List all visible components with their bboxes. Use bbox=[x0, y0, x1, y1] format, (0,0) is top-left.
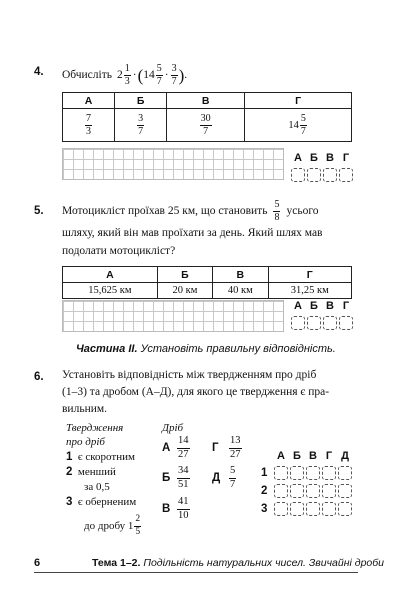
task5-line2: шляху, який він мав проїхати за день. Який шлях мав bbox=[62, 227, 323, 239]
footer-rule bbox=[34, 572, 358, 573]
task4-options-table bbox=[62, 92, 352, 142]
task5-answer-header: А Б В Г bbox=[294, 300, 350, 312]
task5-line1-a: Мотоцикліст проїхав 25 км, що становить bbox=[62, 204, 268, 217]
task4-expr-b-frac: $\frac{5}{7}$ bbox=[156, 62, 162, 87]
task6-row-label-2: 2 bbox=[261, 485, 268, 497]
task4-number: 4. bbox=[34, 66, 44, 78]
fraction-c: В $\frac{41}{10}$ bbox=[162, 496, 189, 521]
answer-box-3a[interactable] bbox=[274, 502, 288, 516]
task4-option-d: 14 $\frac{5}{7}$ bbox=[245, 109, 352, 142]
answer-box-1a[interactable] bbox=[274, 466, 288, 480]
task5-option-c: 40 км bbox=[213, 283, 268, 299]
fraction-d: Г $\frac{13}{27}$ bbox=[212, 435, 241, 460]
answer-box-3b[interactable] bbox=[290, 502, 304, 516]
answer-box-2d[interactable] bbox=[322, 484, 336, 498]
answer-box-2b[interactable] bbox=[290, 484, 304, 498]
task4-option-a: $\frac{7}{3}$ bbox=[63, 109, 115, 142]
task5-header-a: А bbox=[63, 267, 158, 283]
task4-answer-box-b[interactable] bbox=[307, 168, 321, 182]
answer-box-1e[interactable] bbox=[338, 466, 352, 480]
task5-options-table bbox=[62, 266, 352, 299]
task5-line1-b: усього bbox=[286, 204, 319, 217]
statement-3-cont: до дробу 1 $\frac{2}{5}$ bbox=[84, 514, 141, 537]
footer-topic-italic: Подільність натуральних чисел. Звичайні дроби bbox=[143, 557, 384, 569]
task5-header-c: В bbox=[213, 267, 268, 283]
task4-answer-box-d[interactable] bbox=[339, 168, 353, 182]
task4-expr-c-frac: $\frac{3}{7}$ bbox=[171, 62, 177, 87]
task4-option-c: $\frac{30}{7}$ bbox=[167, 109, 245, 142]
task5-answer-box-a[interactable] bbox=[291, 316, 305, 330]
answer-box-1d[interactable] bbox=[322, 466, 336, 480]
answer-box-2a[interactable] bbox=[274, 484, 288, 498]
footer-topic-bold: Тема 1–2. bbox=[92, 557, 141, 569]
statement-2-cont: за 0,5 bbox=[84, 481, 110, 493]
task5-answer-box-d[interactable] bbox=[339, 316, 353, 330]
task4-answer-header: А Б В Г bbox=[294, 152, 350, 164]
answer-box-3d[interactable] bbox=[322, 502, 336, 516]
fraction-b: Б $\frac{34}{51}$ bbox=[162, 465, 189, 490]
statement-3: 3 є оберненим bbox=[66, 496, 137, 508]
task5-answer-box-b[interactable] bbox=[307, 316, 321, 330]
task4-expr-a-frac: $\frac{1}{3}$ bbox=[124, 62, 130, 87]
statement-1: 1 є скоротним bbox=[66, 451, 135, 463]
task5-line3: подолати мотоцикліст? bbox=[62, 245, 176, 257]
page-number: 6 bbox=[34, 557, 41, 569]
task6-answer-row-1[interactable] bbox=[274, 466, 354, 480]
task6-answer-header: А Б В Г Д bbox=[277, 450, 349, 462]
answer-box-1b[interactable] bbox=[290, 466, 304, 480]
fraction-a: А $\frac{14}{27}$ bbox=[162, 435, 189, 460]
task6-line1: Установіть відповідність між твердженням про дріб bbox=[62, 369, 317, 381]
task6-line3: вильним. bbox=[62, 403, 108, 415]
task5-answer-boxes[interactable] bbox=[291, 316, 355, 330]
task4-header-a: А bbox=[63, 93, 115, 109]
part2-heading bbox=[76, 343, 336, 355]
task4-header-d: Г bbox=[245, 93, 352, 109]
footer-topic bbox=[92, 557, 384, 569]
answer-box-2e[interactable] bbox=[338, 484, 352, 498]
task5-header-b: Б bbox=[157, 267, 212, 283]
task5-header-d: Г bbox=[268, 267, 352, 283]
task4-prompt-text: Обчисліть bbox=[62, 68, 112, 81]
answer-box-1c[interactable] bbox=[306, 466, 320, 480]
task4-answer-box-c[interactable] bbox=[323, 168, 337, 182]
answer-box-2c[interactable] bbox=[306, 484, 320, 498]
answer-box-3e[interactable] bbox=[338, 502, 352, 516]
fraction-e: Д $\frac{5}{7}$ bbox=[212, 465, 236, 490]
part2-text: Установіть правильну відповідність. bbox=[140, 343, 336, 355]
task5-option-d: 31,25 км bbox=[268, 283, 352, 299]
statements-title-1: Твердження bbox=[66, 422, 124, 434]
task4-answer-boxes[interactable] bbox=[291, 168, 355, 182]
task4-expr-b-whole: 14 bbox=[143, 68, 155, 81]
statement-2: 2 менший bbox=[66, 466, 116, 478]
task5-option-b: 20 км bbox=[157, 283, 212, 299]
task5-work-grid bbox=[62, 300, 284, 332]
task5-line1 bbox=[62, 195, 319, 227]
task4-header-b: Б bbox=[115, 93, 167, 109]
task4-header-c: В bbox=[167, 93, 245, 109]
task6-answer-row-3[interactable] bbox=[274, 502, 354, 516]
task5-number: 5. bbox=[34, 205, 44, 217]
task4-work-grid bbox=[62, 148, 284, 180]
task6-line2: (1–3) та дробом (А–Д), для якого це твердження є пра- bbox=[62, 386, 330, 398]
task6-number: 6. bbox=[34, 371, 44, 383]
task4-answer-box-a[interactable] bbox=[291, 168, 305, 182]
task5-answer-box-c[interactable] bbox=[323, 316, 337, 330]
part2-label: Частина II. bbox=[76, 343, 138, 355]
task4-prompt: Обчисліть 2 $\frac{1}{3}$ · ( 14 $\frac{5}{7}$ · $\frac{3}{7}$ ) . bbox=[62, 62, 188, 87]
statements-title-2: про дріб bbox=[66, 436, 105, 448]
task4-expr-a-whole: 2 bbox=[116, 68, 123, 81]
task6-row-label-1: 1 bbox=[261, 467, 268, 479]
task5-fraction: $\frac{5}{8}$ bbox=[274, 198, 280, 223]
answer-box-3c[interactable] bbox=[306, 502, 320, 516]
task6-answer-row-2[interactable] bbox=[274, 484, 354, 498]
task4-option-b: $\frac{3}{7}$ bbox=[115, 109, 167, 142]
task6-row-label-3: 3 bbox=[261, 503, 268, 515]
task5-option-a: 15,625 км bbox=[63, 283, 158, 299]
fractions-title: Дріб bbox=[162, 422, 184, 434]
